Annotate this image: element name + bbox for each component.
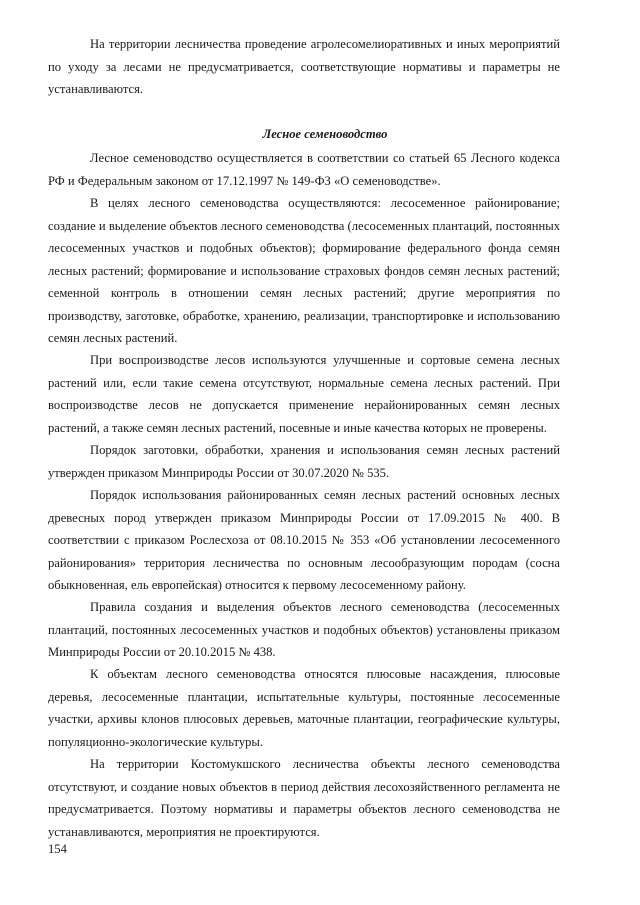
section-heading: Лесное семеноводство <box>262 127 388 141</box>
paragraph-seed-production-basis: Лесное семеноводство осуществляется в соответствии со статьей 65 Лесного кодекса РФ и Федеральным законом от 17.12.1997 № 149-ФЗ «О семеноводстве». <box>48 151 560 188</box>
paragraph-seed-production-goals: В целях лесного семеноводства осуществляются: лесосеменное районирование; создание и выделение объектов лесного семеноводства (лесосеменных плантаций, постоянных лесосеменных участков и подобных объектов); формирование федерального фонда семян лесных растений; формирование и использование страховых фондов семян лесных растений; семенной контроль в отношении семян лесных растений; другие мероприятия по производству, заготовке, обработке, хранению, реализации, транспортировке и использованию семян лесных растений. <box>48 196 560 345</box>
paragraph-agroforestry: На территории лесничества проведение агролесомелиоративных и иных мероприятий по уходу за лесами не предусматривается, соответствующие нормативы и параметры не устанавливаются. <box>48 37 560 96</box>
paragraph-procedure-400: Порядок использования районированных семян лесных растений основных лесных древесных пород утвержден приказом Минприроды России от 17.09.2015 № 400. В соответствии с приказом Рослесхоза от 08.10.2015 № 353 «Об установлении лесосеменного районирования» территория лесничества по основным лесообразующим породам (сосна обыкновенная, ель европейская) относится к первому лесосеменному району. <box>48 488 560 592</box>
paragraph-seed-objects: К объектам лесного семеноводства относятся плюсовые насаждения, плюсовые деревья, лесосеменные плантации, испытательные культуры, постоянные лесосеменные участки, архивы клонов плюсовых деревьев, маточные плантации, географические культуры, популяционно-экологические культуры. <box>48 667 560 749</box>
paragraph-procedure-535: Порядок заготовки, обработки, хранения и использования семян лесных растений утвержден приказом Минприроды России от 30.07.2020 № 535. <box>48 443 560 480</box>
page-number: 154 <box>48 842 67 856</box>
paragraph-rules-438: Правила создания и выделения объектов лесного семеноводства (лесосеменных плантаций, постоянных лесосеменных участков и подобных объектов) установлены приказом Минприроды России от 20.10.2015 № 438. <box>48 600 560 659</box>
paragraph-kostomuksha: На территории Костомукшского лесничества объекты лесного семеноводства отсутствуют, и создание новых объектов в период действия лесохозяйственного регламента не предусматривается. Поэтому нормативы и параметры объектов лесного семеноводства не устанавливаются, мероприятия не проектируются. <box>48 757 560 839</box>
paragraph-reforestation-seeds: При воспроизводстве лесов используются улучшенные и сортовые семена лесных растений или, если такие семена отсутствуют, нормальные семена лесных растений. При воспроизводстве лесов не допускается применение нерайонированных семян лесных растений, а также семян лесных растений, посевные и иные качества которых не проверены. <box>48 353 560 435</box>
